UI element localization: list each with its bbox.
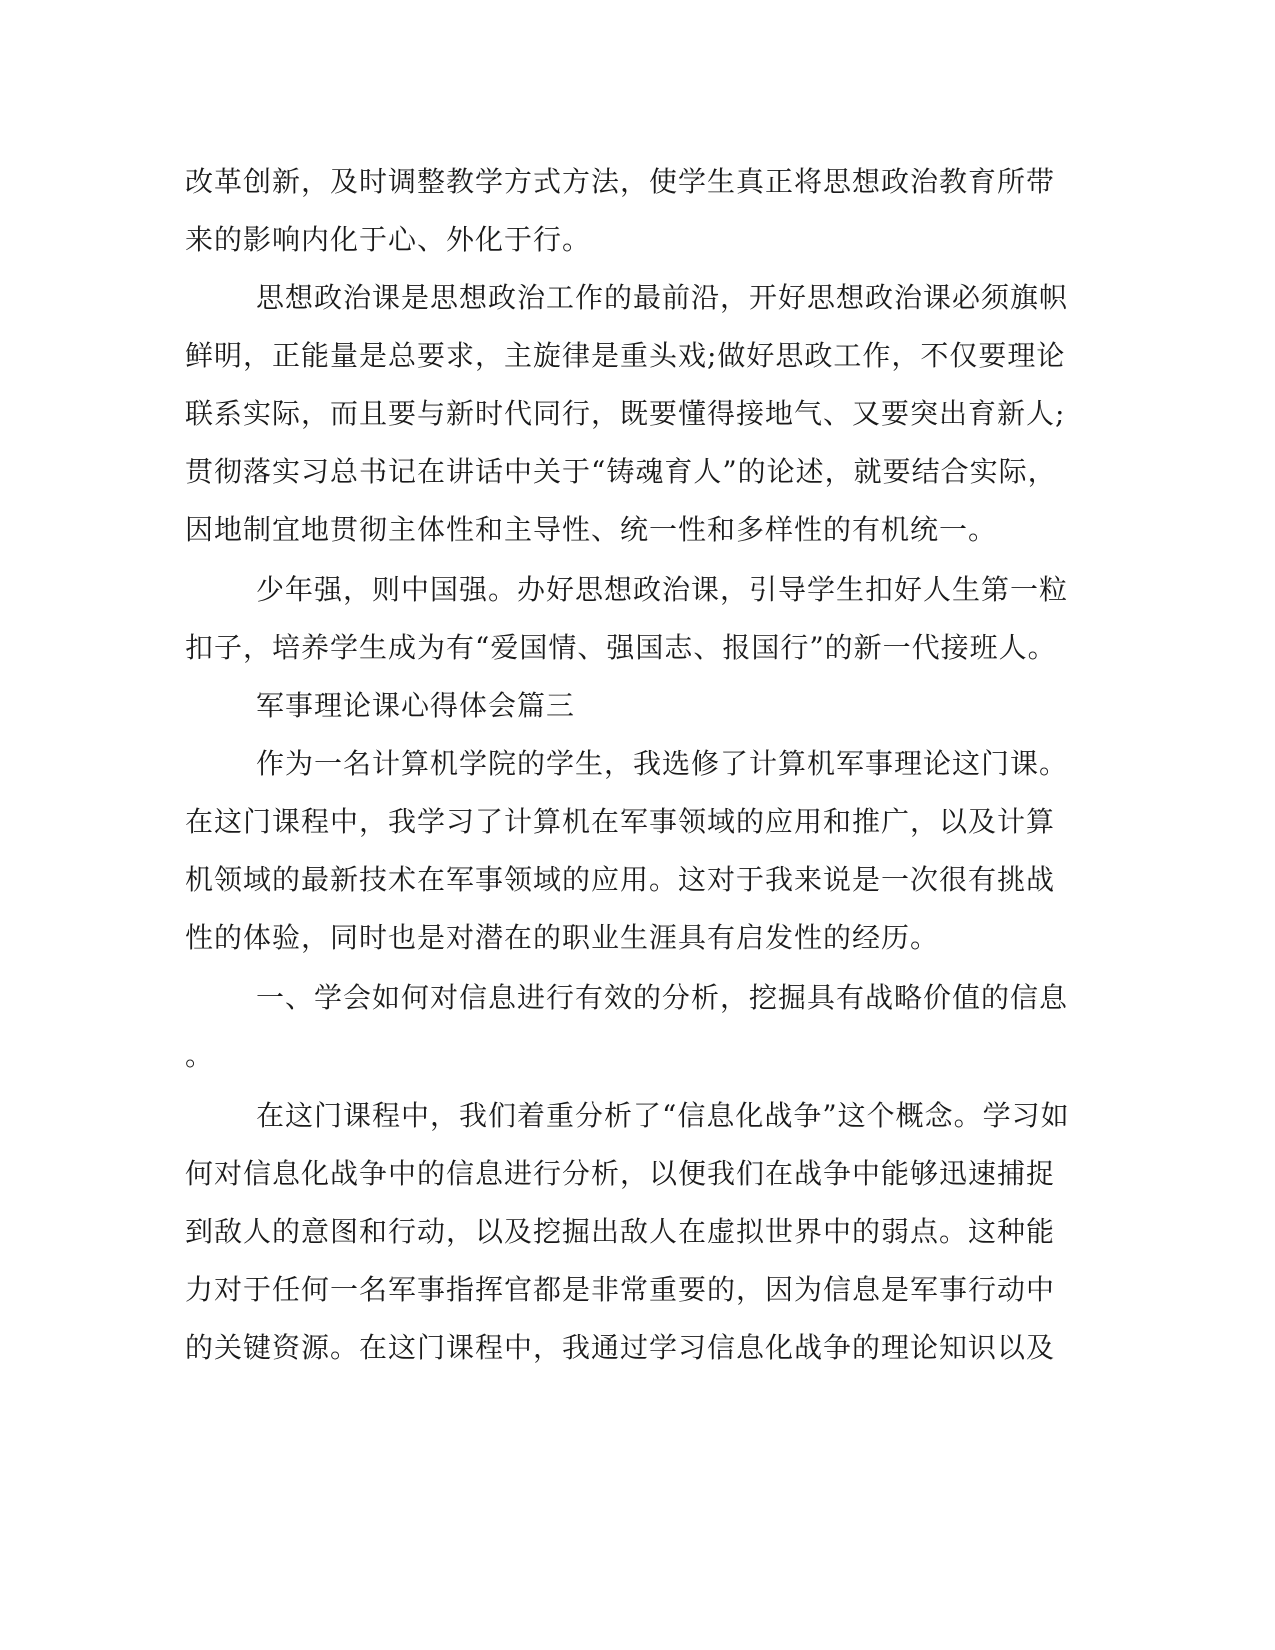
text-line: 联系实际，而且要与新时代同行，既要懂得接地气、又要突出育新人;	[185, 397, 1066, 430]
text-line: 的关键资源。在这门课程中，我通过学习信息化战争的理论知识以及	[185, 1331, 1056, 1364]
text-line: 改革创新，及时调整教学方式方法，使学生真正将思想政治教育所带	[185, 165, 1056, 198]
text-line: 贯彻落实习总书记在讲话中关于“铸魂育人”的论述，就要结合实际，	[185, 455, 1057, 488]
text-line: 力对于任何一名军事指挥官都是非常重要的，因为信息是军事行动中	[185, 1273, 1056, 1306]
text-line: 机领域的最新技术在军事领域的应用。这对于我来说是一次很有挑战	[185, 863, 1056, 896]
paragraph-start-line: 在这门课程中，我们着重分析了“信息化战争”这个概念。学习如	[256, 1099, 1070, 1132]
text-line: 性的体验，同时也是对潜在的职业生涯具有启发性的经历。	[185, 921, 940, 954]
text-line: 到敌人的意图和行动，以及挖掘出敌人在虚拟世界中的弱点。这种能	[185, 1215, 1056, 1248]
list-item-heading: 一、学会如何对信息进行有效的分析，挖掘具有战略价值的信息	[256, 981, 1069, 1014]
text-line: 在这门课程中，我学习了计算机在军事领域的应用和推广，以及计算	[185, 805, 1056, 838]
text-line: 扣子，培养学生成为有“爱国情、强国志、报国行”的新一代接班人。	[185, 631, 1057, 664]
text-line: 。	[185, 1039, 215, 1072]
text-line: 何对信息化战争中的信息进行分析，以便我们在战争中能够迅速捕捉	[185, 1157, 1056, 1190]
section-heading: 军事理论课心得体会篇三	[256, 689, 576, 722]
text-line: 来的影响内化于心、外化于行。	[185, 223, 592, 256]
text-line: 因地制宜地贯彻主体性和主导性、统一性和多样性的有机统一。	[185, 513, 998, 546]
paragraph-start-line: 少年强，则中国强。办好思想政治课，引导学生扣好人生第一粒	[256, 573, 1069, 606]
paragraph-start-line: 作为一名计算机学院的学生，我选修了计算机军事理论这门课。	[256, 747, 1069, 780]
paragraph-start-line: 思想政治课是思想政治工作的最前沿，开好思想政治课必须旗帜	[256, 281, 1069, 314]
text-line: 鲜明，正能量是总要求，主旋律是重头戏;做好思政工作，不仅要理论	[185, 339, 1066, 372]
